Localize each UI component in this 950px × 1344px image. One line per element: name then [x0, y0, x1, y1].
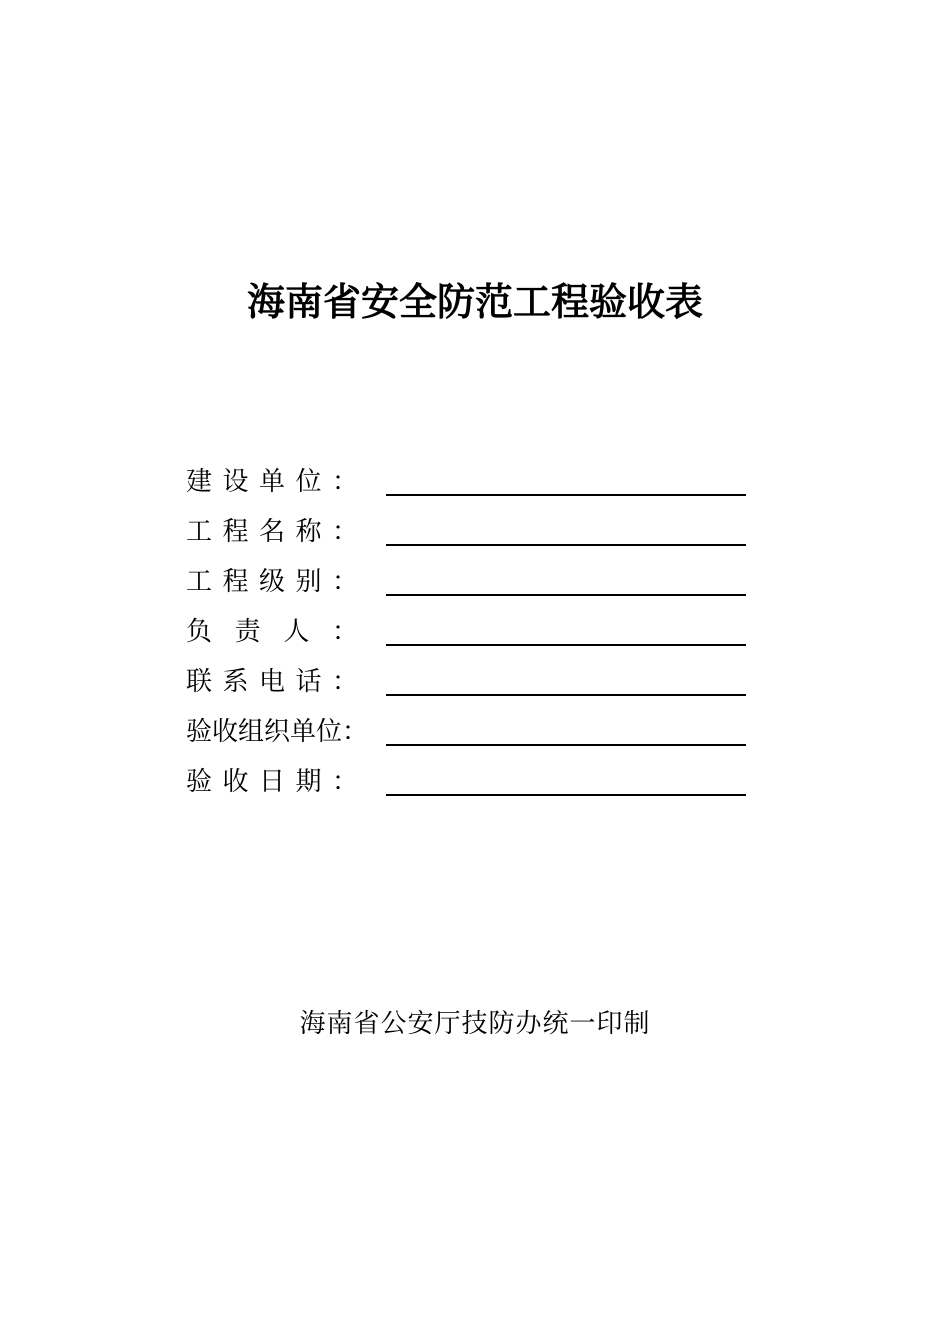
field-blank-line[interactable] — [386, 694, 746, 696]
field-blank-line[interactable] — [386, 494, 746, 496]
document-footer: 海南省公安厅技防办统一印制 — [299, 1009, 651, 1039]
field-blank-line[interactable] — [386, 544, 746, 546]
field-blank-line[interactable] — [386, 594, 746, 596]
document-title: 海南省安全防范工程验收表 — [246, 280, 703, 324]
field-label: 建设单位： — [186, 467, 358, 497]
field-label: 验收日期： — [186, 767, 358, 797]
field-blank-line[interactable] — [386, 744, 746, 746]
field-project-name — [186, 502, 746, 552]
field-construction-unit — [186, 452, 746, 502]
field-blank-line[interactable] — [386, 794, 746, 796]
field-contact-phone — [186, 652, 746, 702]
field-acceptance-organizer — [186, 702, 746, 752]
field-label: 验收组织单位： — [186, 717, 369, 747]
field-blank-line[interactable] — [386, 644, 746, 646]
field-label: 工程名称： — [186, 517, 358, 547]
field-project-level — [186, 552, 746, 602]
field-label: 联系电话： — [186, 667, 358, 697]
field-acceptance-date — [186, 752, 746, 802]
field-person-in-charge — [186, 602, 746, 652]
form-fields — [186, 452, 746, 802]
field-label: 负责人： — [186, 617, 358, 647]
field-label: 工程级别： — [186, 567, 358, 597]
